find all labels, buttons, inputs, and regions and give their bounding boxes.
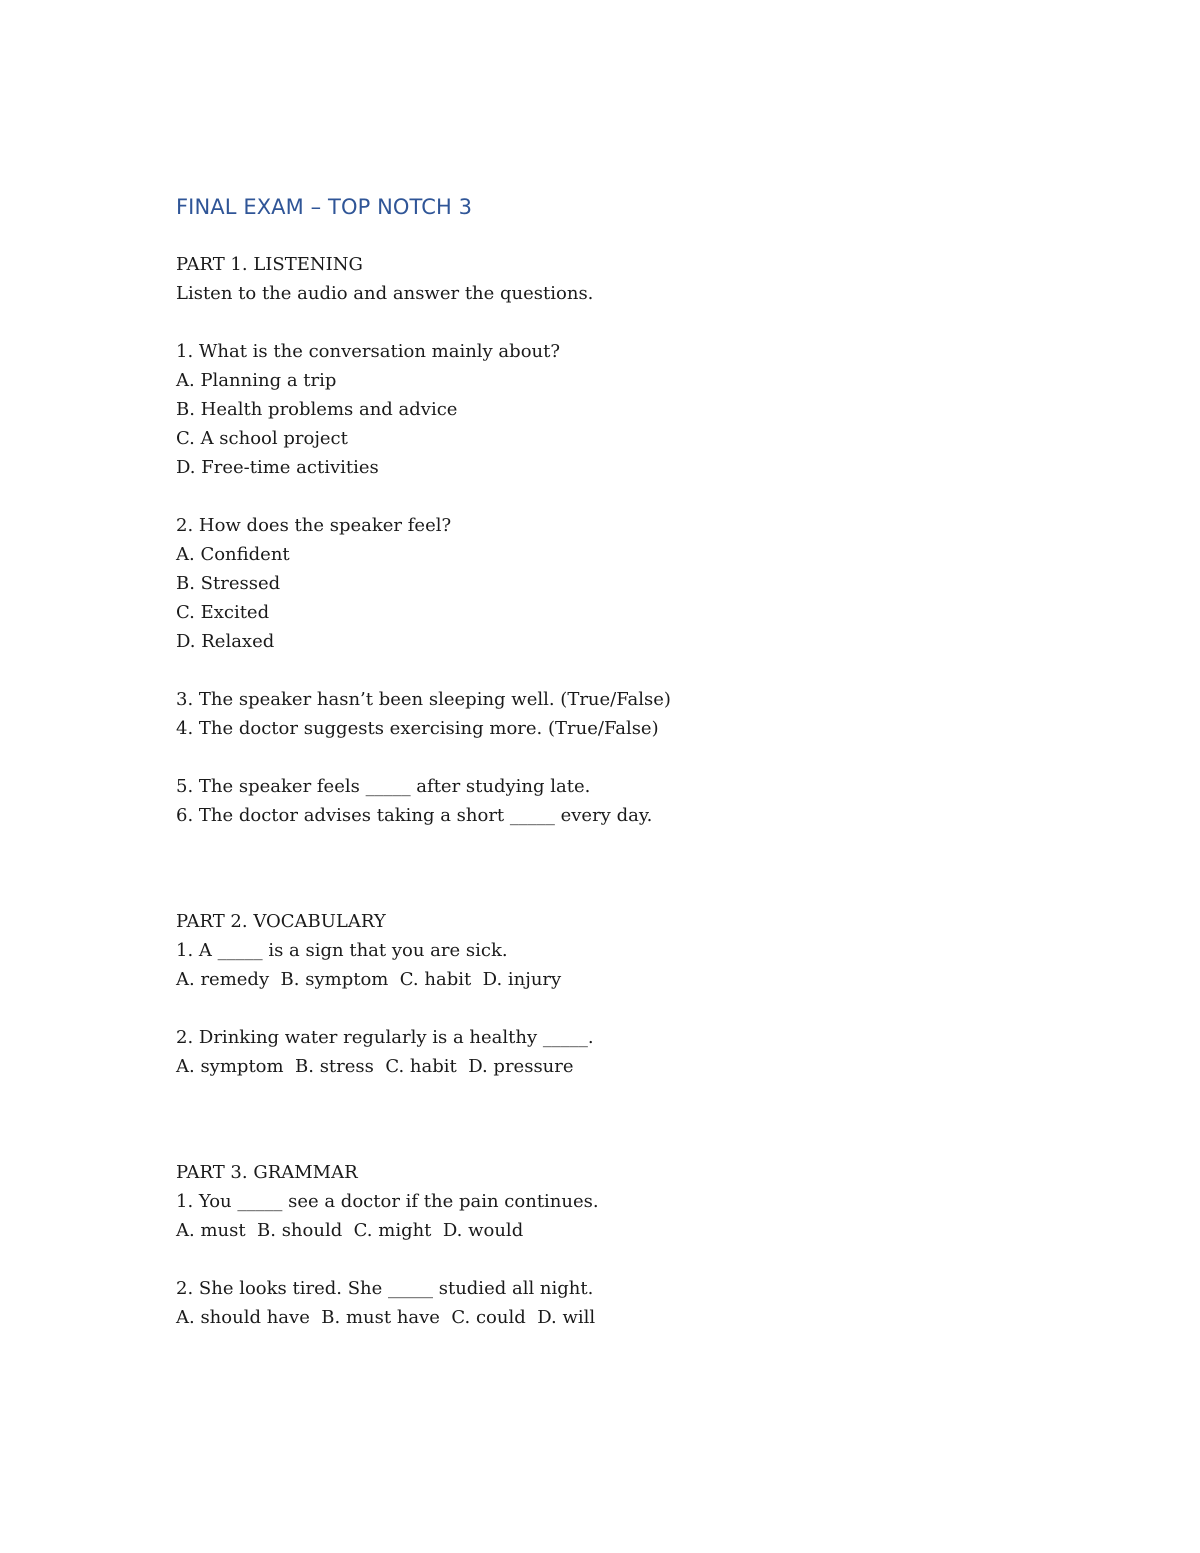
listening-q2-option-d: D. Relaxed xyxy=(176,631,275,652)
part-1-listening xyxy=(176,250,1076,830)
vocabulary-q1: 1. A _____ is a sign that you are sick. xyxy=(176,940,508,961)
grammar-q1: 1. You _____ see a doctor if the pain continues. xyxy=(176,1191,599,1212)
grammar-q2: 2. She looks tired. She _____ studied all night. xyxy=(176,1278,594,1299)
vocabulary-q2: 2. Drinking water regularly is a healthy _____. xyxy=(176,1027,594,1048)
listening-q2-option-b: B. Stressed xyxy=(176,573,281,594)
part-2-heading: PART 2. VOCABULARY xyxy=(176,911,386,932)
listening-q2: 2. How does the speaker feel? xyxy=(176,515,452,536)
listening-q1-option-c: C. A school project xyxy=(176,428,348,449)
listening-q4: 4. The doctor suggests exercising more. (True/False) xyxy=(176,718,659,739)
vocabulary-q1-options: A. remedy B. symptom C. habit D. injury xyxy=(176,969,562,990)
exam-title: FINAL EXAM – TOP NOTCH 3 xyxy=(176,195,473,219)
exam-document xyxy=(176,188,1076,1332)
vocabulary-q2-options: A. symptom B. stress C. habit D. pressure xyxy=(176,1056,574,1077)
listening-q1-option-b: B. Health problems and advice xyxy=(176,399,458,420)
listening-q2-option-c: C. Excited xyxy=(176,602,270,623)
listening-q1-option-d: D. Free-time activities xyxy=(176,457,379,478)
listening-q2-option-a: A. Confident xyxy=(176,544,290,565)
part-2-vocabulary xyxy=(176,907,1076,1081)
part-3-heading: PART 3. GRAMMAR xyxy=(176,1162,358,1183)
part-1-heading: PART 1. LISTENING xyxy=(176,254,363,275)
grammar-q1-options: A. must B. should C. might D. would xyxy=(176,1220,524,1241)
listening-q1: 1. What is the conversation mainly about? xyxy=(176,341,561,362)
listening-q6: 6. The doctor advises taking a short _____ every day. xyxy=(176,805,653,826)
part-3-grammar xyxy=(176,1158,1076,1332)
listening-q3: 3. The speaker hasn’t been sleeping well. (True/False) xyxy=(176,689,671,710)
grammar-q2-options: A. should have B. must have C. could D. will xyxy=(176,1307,596,1328)
listening-q5: 5. The speaker feels _____ after studying late. xyxy=(176,776,591,797)
listening-q1-option-a: A. Planning a trip xyxy=(176,370,337,391)
part-1-instruction: Listen to the audio and answer the questions. xyxy=(176,283,594,304)
